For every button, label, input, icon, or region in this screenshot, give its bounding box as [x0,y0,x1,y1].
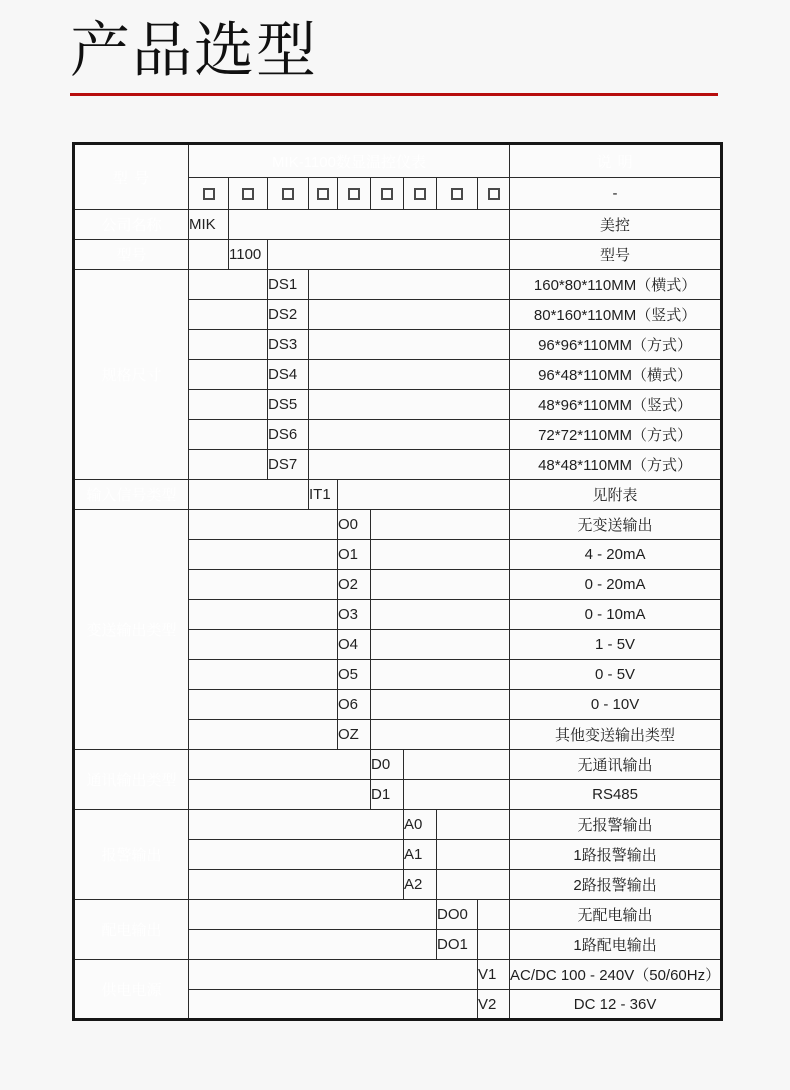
empty-cell [189,510,338,540]
description-cell: 4 - 20mA [510,540,722,570]
model-code-checkbox[interactable] [338,178,371,210]
code-cell-1100: 1100 [229,240,268,270]
description-cell: 见附表 [510,480,722,510]
code-cell-O3: O3 [338,600,371,630]
description-cell: 无报警输出 [510,810,722,840]
checkbox-icon [348,188,360,200]
description-cell: 160*80*110MM（横式） [510,270,722,300]
table-row [74,810,722,840]
description-cell: 无配电输出 [510,900,722,930]
empty-cell [189,480,309,510]
empty-cell [437,840,510,870]
empty-cell [189,630,338,660]
model-code-checkbox[interactable] [437,178,478,210]
table-row [74,480,722,510]
model-code-checkbox[interactable] [229,178,268,210]
model-code-checkbox[interactable] [371,178,404,210]
group-label-comm-output-type: 通讯输出类型 [74,750,189,810]
empty-cell [371,510,510,540]
code-cell-DS3: DS3 [268,330,309,360]
product-selection-table [72,142,723,1021]
checkbox-icon [488,188,500,200]
group-label-model: 型号 [74,240,189,270]
empty-cell [478,930,510,960]
empty-cell [309,420,510,450]
empty-cell [371,690,510,720]
empty-cell [189,240,229,270]
checkbox-icon [414,188,426,200]
empty-cell [189,660,338,690]
checkbox-icon [242,188,254,200]
empty-cell [189,360,268,390]
description-cell: 1路报警输出 [510,840,722,870]
empty-cell [189,600,338,630]
code-cell-V1: V1 [478,960,510,990]
description-cell: 96*96*110MM（方式） [510,330,722,360]
description-cell: 48*96*110MM（竖式） [510,390,722,420]
code-cell-A0: A0 [404,810,437,840]
empty-cell [189,450,268,480]
description-cell: 其他变送输出类型 [510,720,722,750]
code-cell-DS6: DS6 [268,420,309,450]
checkbox-icon [381,188,393,200]
empty-cell [189,990,478,1020]
empty-cell [189,330,268,360]
group-label-transmit-output-type: 变送输出类型 [74,510,189,750]
empty-cell [371,570,510,600]
empty-cell [309,450,510,480]
description-cell: 1 - 5V [510,630,722,660]
description-cell: 2路报警输出 [510,870,722,900]
code-cell-O6: O6 [338,690,371,720]
empty-cell [371,600,510,630]
model-code-checkbox[interactable] [268,178,309,210]
code-cell-O0: O0 [338,510,371,540]
title-underline [70,93,718,96]
table-row [74,900,722,930]
group-label-company-name: 公司名称 [74,210,189,240]
empty-cell [189,300,268,330]
empty-cell [371,540,510,570]
description-cell: 无变送输出 [510,510,722,540]
code-cell-DO1: DO1 [437,930,478,960]
empty-cell [371,720,510,750]
code-cell-O5: O5 [338,660,371,690]
empty-cell [189,900,437,930]
model-header-cell: 型 号 [74,144,189,210]
description-cell: 72*72*110MM（方式） [510,420,722,450]
group-label-size: 规格尺寸 [74,270,189,480]
group-label-alarm-output: 报警输出 [74,810,189,900]
code-cell-OZ: OZ [338,720,371,750]
empty-cell [189,930,437,960]
code-cell-DS2: DS2 [268,300,309,330]
table-row [74,240,722,270]
empty-cell [189,840,404,870]
description-cell: 0 - 10mA [510,600,722,630]
empty-cell [437,870,510,900]
description-cell: 0 - 20mA [510,570,722,600]
empty-cell [189,810,404,840]
empty-cell [189,390,268,420]
empty-cell [309,360,510,390]
empty-cell [268,240,510,270]
group-label-power-supply: 供电电源 [74,960,189,1020]
empty-cell [189,870,404,900]
description-cell: 96*48*110MM（横式） [510,360,722,390]
code-cell-DS4: DS4 [268,360,309,390]
code-cell-O1: O1 [338,540,371,570]
empty-cell [189,690,338,720]
product-title-header: MIK-1100数显温控仪表 [189,144,510,178]
empty-cell [189,720,338,750]
code-cell-O2: O2 [338,570,371,600]
checkbox-icon [282,188,294,200]
description-cell: 0 - 5V [510,660,722,690]
empty-cell [478,900,510,930]
description-cell: 0 - 10V [510,690,722,720]
model-code-checkbox[interactable] [404,178,437,210]
empty-cell [189,540,338,570]
table-row [74,210,722,240]
description-cell: AC/DC 100 - 240V（50/60Hz） [510,960,722,990]
empty-cell [189,750,371,780]
code-cell-D0: D0 [371,750,404,780]
empty-cell [189,960,478,990]
empty-cell [338,480,510,510]
code-cell-MIK: MIK [189,210,229,240]
group-label-power-dist-output: 配电输出 [74,900,189,960]
code-cell-A2: A2 [404,870,437,900]
code-cell-DO0: DO0 [437,900,478,930]
description-header: 说 明 [510,144,722,178]
description-cell: 1路配电输出 [510,930,722,960]
page [0,16,790,1021]
checkbox-icon [203,188,215,200]
code-cell-O4: O4 [338,630,371,660]
table-row [74,270,722,300]
code-cell-DS7: DS7 [268,450,309,480]
description-cell: 美控 [510,210,722,240]
empty-cell [309,330,510,360]
empty-cell [309,270,510,300]
checkbox-icon [451,188,463,200]
empty-cell [404,750,510,780]
model-code-checkbox[interactable] [478,178,510,210]
empty-cell [189,780,371,810]
empty-cell [309,300,510,330]
code-cell-DS1: DS1 [268,270,309,300]
model-code-checkbox[interactable] [189,178,229,210]
table-row [74,960,722,990]
table-row [74,510,722,540]
description-cell: DC 12 - 36V [510,990,722,1020]
description-cell: RS485 [510,780,722,810]
group-label-input-signal-type: 输入信号类型 [74,480,189,510]
description-cell: 48*48*110MM（方式） [510,450,722,480]
code-cell-DS5: DS5 [268,390,309,420]
empty-cell [189,570,338,600]
empty-cell [229,210,510,240]
description-cell: 80*160*110MM（竖式） [510,300,722,330]
empty-cell [309,390,510,420]
description-cell: 型号 [510,240,722,270]
dash-cell: - [510,178,722,210]
empty-cell [404,780,510,810]
empty-cell [189,270,268,300]
empty-cell [371,630,510,660]
description-cell: 无通讯输出 [510,750,722,780]
empty-cell [189,420,268,450]
code-cell-IT1: IT1 [309,480,338,510]
empty-cell [371,660,510,690]
empty-cell [437,810,510,840]
model-code-checkbox[interactable] [309,178,338,210]
code-cell-V2: V2 [478,990,510,1020]
table-row [74,750,722,780]
code-cell-A1: A1 [404,840,437,870]
page-title: 产品选型 [70,17,318,84]
checkbox-icon [317,188,329,200]
code-cell-D1: D1 [371,780,404,810]
